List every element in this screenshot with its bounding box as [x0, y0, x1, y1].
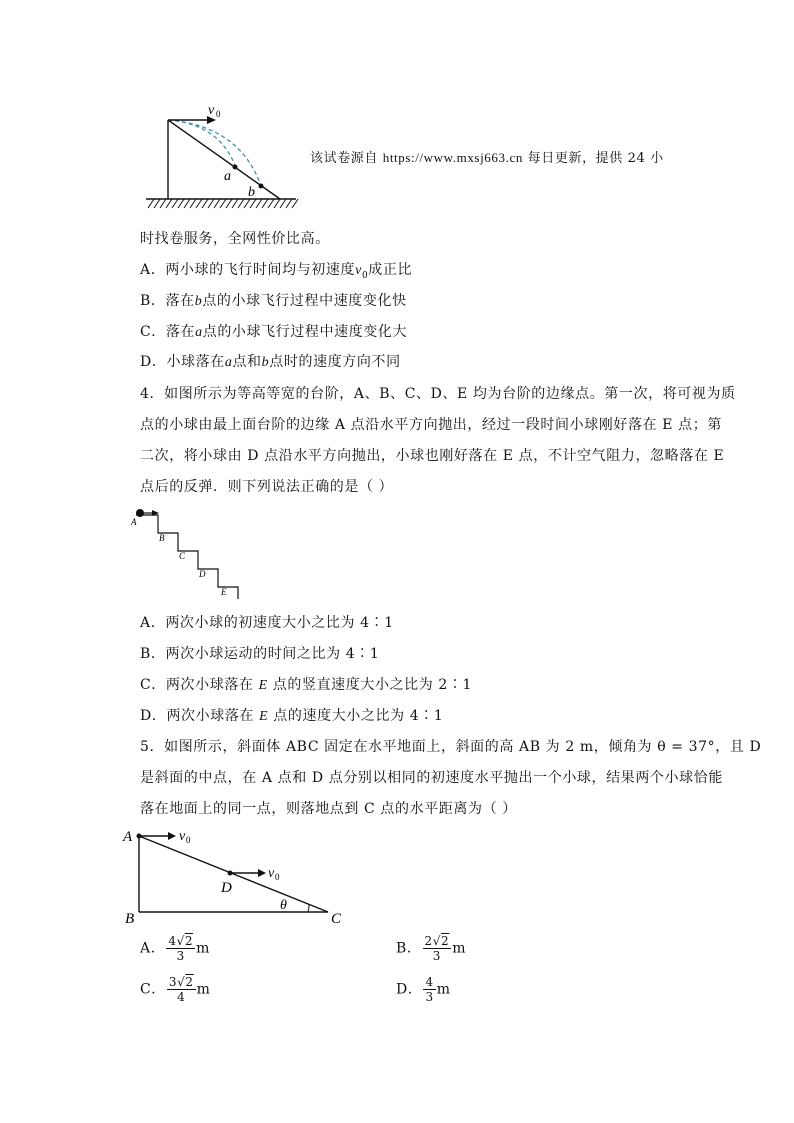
source-notice-continued: 时找卷服务，全网性价比高。 [140, 231, 330, 247]
incline-label-theta: θ [280, 898, 287, 913]
q5-option-d: D． $\frac{4}{3}$ m [396, 975, 451, 1004]
incline-v0-d: v [268, 866, 275, 881]
point-b-label: b [248, 185, 255, 200]
q5-stem-line3: 落在地面上的同一点，则落地点到 C 点的水平距离为（ ） [140, 801, 517, 817]
stair-label-b: B [159, 533, 165, 543]
figure-q3-slope [140, 96, 305, 216]
q4-stem-line2: 点的小球由最上面台阶的边缘 A 点沿水平方向抛出，经过一段时间小球刚好落在 E 点；第 [140, 417, 722, 433]
q3-option-a: A．两小球的飞行时间均与初速度$v_0$成正比 [140, 262, 413, 281]
q3-option-d: D．小球落在a点和b点时的速度方向不同 [140, 354, 401, 370]
stair-label-d: D [199, 569, 206, 579]
incline-label-b: B [125, 911, 135, 927]
v0-label: v [208, 103, 215, 118]
q5-stem-line1: 5．如图所示，斜面体 ABC 固定在水平地面上，斜面的高 AB 为 2 m，倾角为 θ = 37°，且 D [140, 739, 762, 755]
q5-option-c: C． $\frac{3√2}{4}$ m [140, 975, 211, 1004]
stair-label-e: E [221, 587, 227, 597]
q4-option-c: C．两次小球落在 E 点的竖直速度大小之比为 2∶1 [140, 677, 473, 693]
incline-v0-a: v [179, 829, 186, 844]
point-a-label: a [224, 169, 231, 184]
stair-label-c: C [179, 551, 186, 561]
q5-option-b: B． $\frac{2√2}{3}$ m [396, 934, 467, 963]
incline-label-c: C [331, 911, 342, 927]
q4-option-b: B．两次小球运动的时间之比为 4∶1 [140, 646, 380, 662]
incline-v0-a-sub: 0 [186, 835, 191, 845]
incline-label-d: D [221, 880, 232, 896]
incline-label-a: A [123, 829, 133, 845]
v0-subscript: 0 [216, 109, 221, 119]
q5-option-a: A． $\frac{4√2}{3}$ m [140, 934, 210, 963]
figure-q4-stairs [128, 503, 268, 603]
q4-option-a: A．两次小球的初速度大小之比为 4∶1 [140, 615, 394, 631]
q3-option-c: C．落在a点的小球飞行过程中速度变化大 [140, 324, 408, 340]
source-notice-suffix: 每日更新，提供 24 小 [522, 151, 664, 166]
figure-q5-incline [118, 822, 358, 930]
q4-stem-line4: 点后的反弹．则下列说法正确的是（ ） [140, 479, 394, 495]
source-url[interactable]: https://www.mxsj663.cn [382, 150, 523, 165]
q5-stem-line2: 是斜面的中点，在 A 点和 D 点分别以相同的初速度水平抛出一个小球，结果两个小球恰能 [140, 770, 723, 786]
stair-label-a: A [131, 517, 137, 527]
q4-stem-line3: 二次，将小球由 D 点沿水平方向抛出，小球也刚好落在 E 点，不计空气阻力，忽略落在 E [140, 448, 725, 464]
incline-v0-d-sub: 0 [275, 872, 280, 882]
q4-stem-line1: 4．如图所示为等高等宽的台阶，A、B、C、D、E 均为台阶的边缘点。第一次，将可视为质 [140, 386, 736, 402]
source-notice [310, 148, 664, 169]
source-notice-prefix: 该试卷源自 [310, 151, 383, 166]
q4-option-d: D．两次小球落在 E 点的速度大小之比为 4∶1 [140, 708, 444, 724]
q3-option-b: B．落在b点的小球飞行过程中速度变化快 [140, 293, 407, 309]
